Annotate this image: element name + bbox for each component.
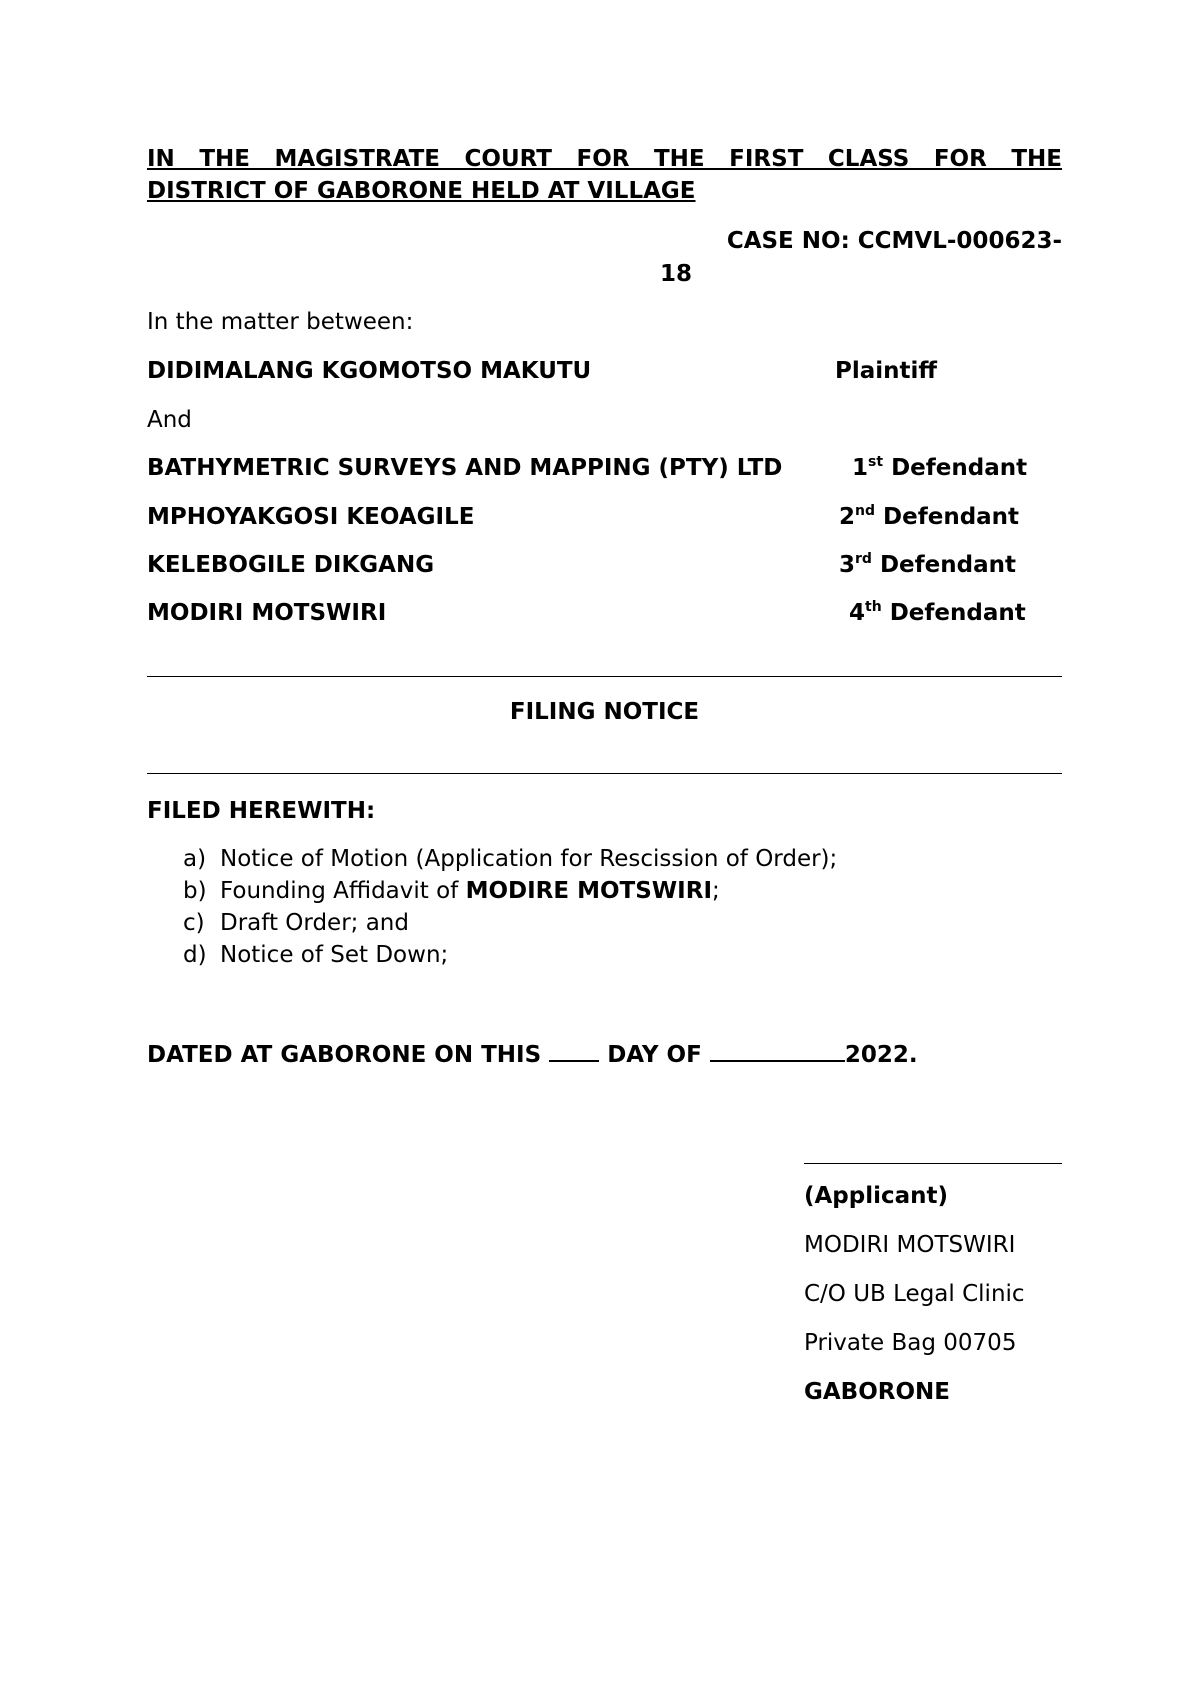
defendant-4-label: Defendant — [889, 600, 1026, 626]
signature-line — [804, 1163, 1062, 1164]
list-marker-d: d) — [183, 942, 207, 968]
list-marker-c: c) — [183, 910, 205, 936]
list-text-c: Draft Order; and — [220, 910, 409, 936]
list-text-b-after: ; — [712, 878, 720, 904]
plaintiff-role: Plaintiff — [835, 358, 938, 384]
list-text-b-bold: MODIRE MOTSWIRI — [465, 878, 713, 904]
list-marker-b: b) — [183, 878, 207, 904]
address-line2: Private Bag 00705 — [804, 1330, 1017, 1356]
defendant-3-num: 3 — [839, 552, 856, 578]
list-item-a — [183, 846, 837, 872]
conjunction: And — [147, 407, 192, 433]
month-blank — [710, 1040, 845, 1062]
dated-part2: DAY OF — [599, 1042, 710, 1068]
court-heading-line2: DISTRICT OF GABORONE HELD AT VILLAGE — [147, 178, 696, 204]
defendant-2-suffix: nd — [855, 503, 876, 519]
list-text-a: Notice of Motion (Application for Rescission of Order); — [220, 846, 838, 872]
defendant-4-suffix: th — [865, 599, 882, 615]
defendant-1-suffix: st — [868, 454, 884, 470]
defendant-2-role — [839, 504, 1019, 530]
defendant-4-role — [849, 600, 1026, 626]
defendant-2-name: MPHOYAKGOSI KEOAGILE — [147, 504, 475, 530]
applicant-name: MODIRI MOTSWIRI — [804, 1232, 1016, 1258]
defendant-3-suffix: rd — [855, 551, 872, 567]
dated-part3: 2022. — [844, 1042, 918, 1068]
defendant-1-label: Defendant — [891, 455, 1028, 481]
dated-line — [147, 1040, 918, 1068]
divider-top — [147, 676, 1062, 677]
list-item-b — [183, 878, 720, 904]
list-text-d: Notice of Set Down; — [220, 942, 449, 968]
dated-part1: DATED AT GABORONE ON THIS — [147, 1042, 550, 1068]
list-item-c — [183, 910, 409, 936]
defendant-4-name: MODIRI MOTSWIRI — [147, 600, 387, 626]
defendant-3-name: KELEBOGILE DIKGANG — [147, 552, 435, 578]
case-number: CASE NO: CCMVL-000623- — [726, 228, 1062, 254]
list-marker-a: a) — [183, 846, 207, 872]
plaintiff-name: DIDIMALANG KGOMOTSO MAKUTU — [147, 358, 592, 384]
case-number-cont: 18 — [660, 261, 693, 287]
defendant-3-label: Defendant — [879, 552, 1016, 578]
defendant-1-name: BATHYMETRIC SURVEYS AND MAPPING (PTY) LTD — [147, 455, 783, 481]
defendant-2-num: 2 — [839, 504, 856, 530]
address-line1: C/O UB Legal Clinic — [804, 1281, 1025, 1307]
defendant-1-num: 1 — [852, 455, 869, 481]
defendant-1-role — [852, 455, 1027, 481]
matter-intro: In the matter between: — [147, 309, 414, 335]
divider-bottom — [147, 773, 1062, 774]
defendant-4-num: 4 — [849, 600, 866, 626]
list-item-d — [183, 942, 448, 968]
court-heading-line1: IN THE MAGISTRATE COURT FOR THE FIRST CLASS FOR THE — [147, 146, 1062, 172]
address-city: GABORONE — [804, 1379, 950, 1405]
filed-heading: FILED HEREWITH: — [147, 798, 376, 824]
list-text-b-before: Founding Affidavit of — [220, 878, 466, 904]
defendant-3-role — [839, 552, 1016, 578]
signature-label: (Applicant) — [804, 1183, 949, 1209]
day-blank — [549, 1040, 599, 1062]
defendant-2-label: Defendant — [883, 504, 1020, 530]
notice-title: FILING NOTICE — [509, 699, 700, 725]
